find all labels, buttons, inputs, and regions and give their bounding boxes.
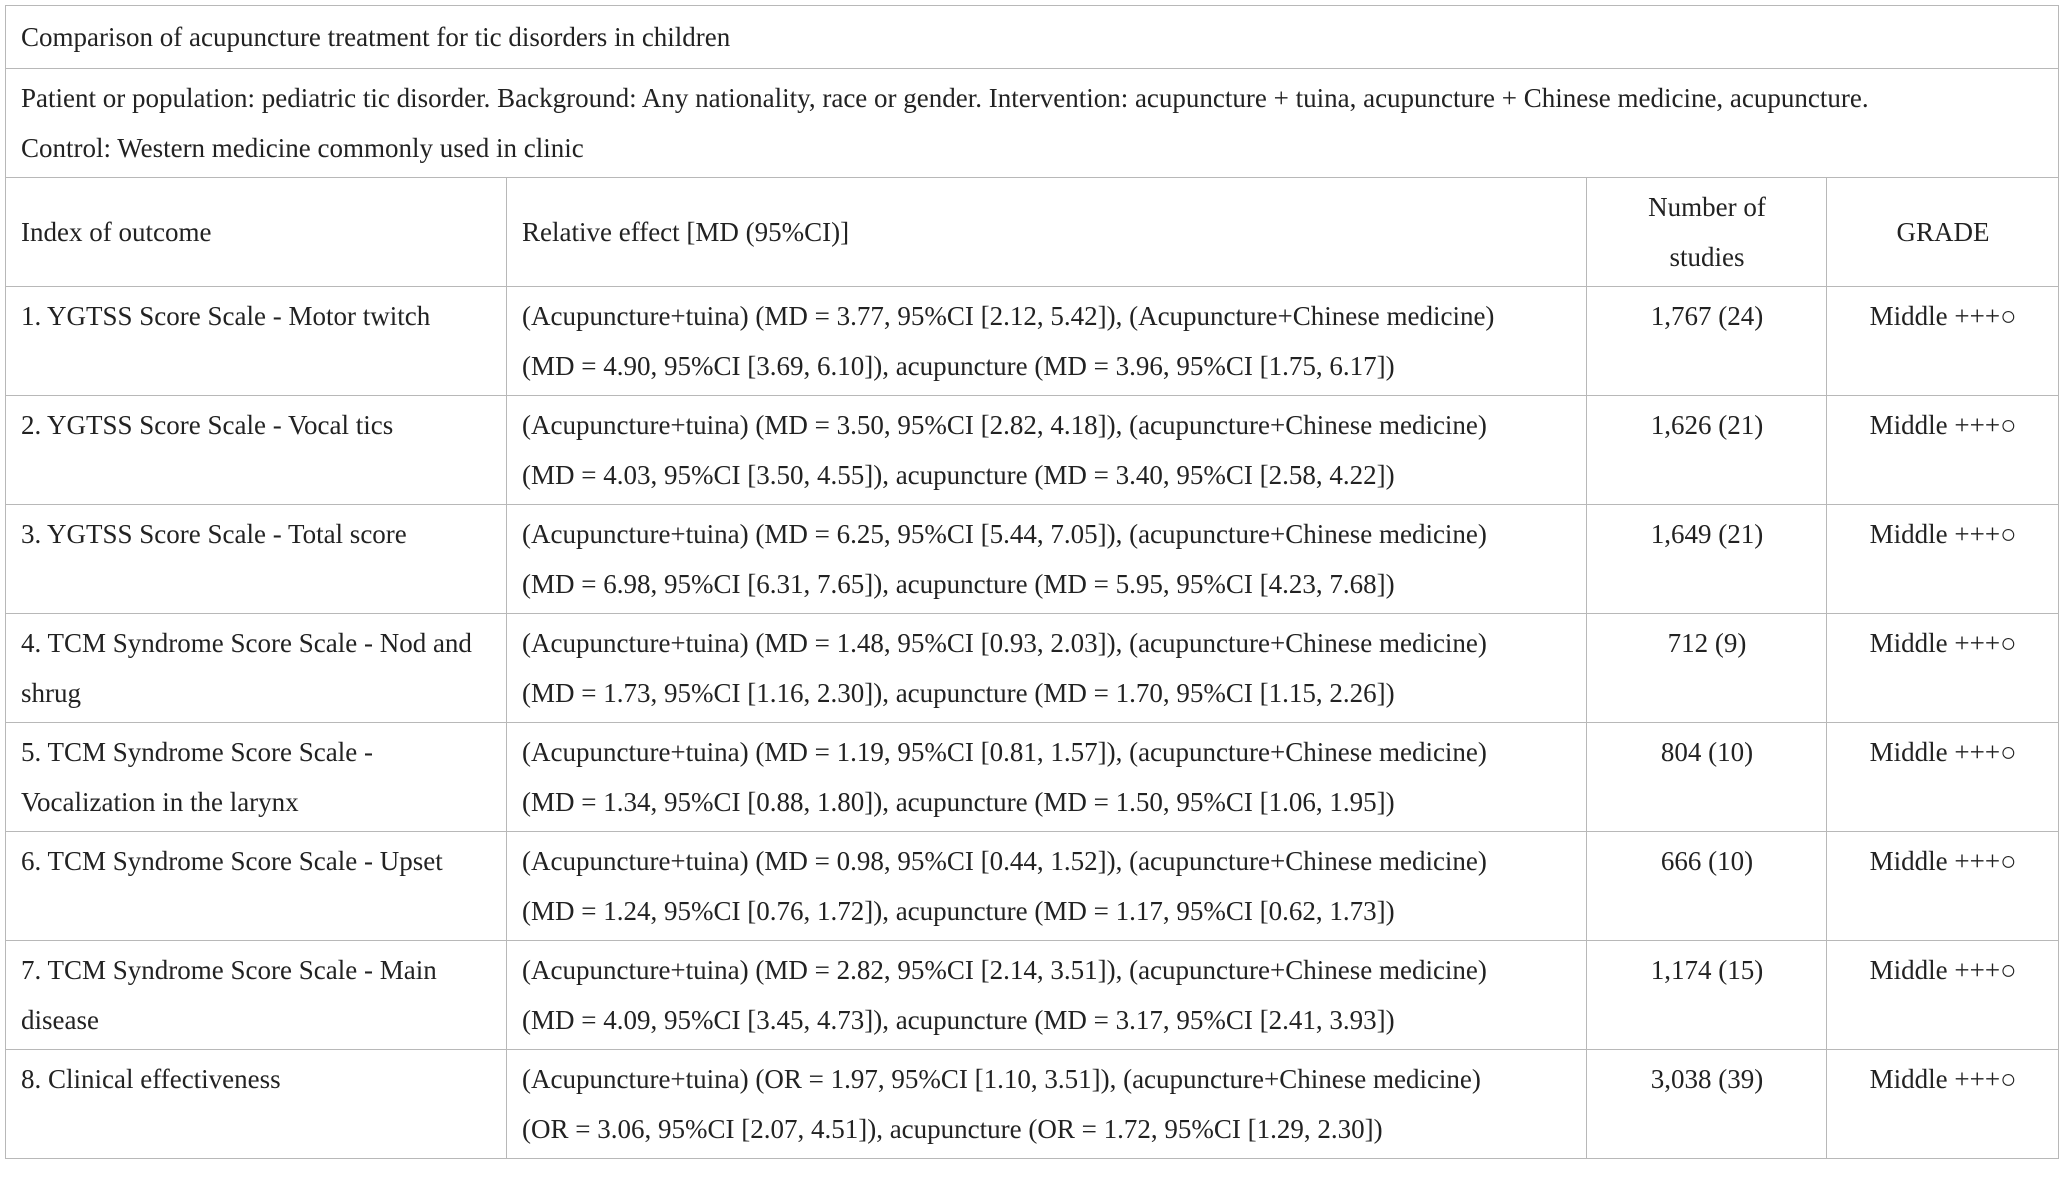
effect-line: (Acupuncture+tuina) (MD = 0.98, 95%CI [0.44, 1.52]), (acupuncture+Chinese medicine) [522,846,1487,876]
relative-effect-cell [507,614,1587,723]
header-grade: GRADE [1827,178,2059,287]
outcome-cell: 2. YGTSS Score Scale - Vocal tics [6,396,507,505]
outcome-cell: 3. YGTSS Score Scale - Total score [6,505,507,614]
grade-cell: Middle +++○ [1827,396,2059,505]
outcome-cell: 5. TCM Syndrome Score Scale - Vocalization in the larynx [6,723,507,832]
effect-line: (Acupuncture+tuina) (MD = 1.19, 95%CI [0.81, 1.57]), (acupuncture+Chinese medicine) [522,737,1487,767]
effect-line: (Acupuncture+tuina) (MD = 6.25, 95%CI [5.44, 7.05]), (acupuncture+Chinese medicine) [522,519,1487,549]
effect-line: (Acupuncture+tuina) (MD = 3.77, 95%CI [2.12, 5.42]), (Acupuncture+Chinese medicine) [522,301,1495,331]
number-of-studies-cell: 804 (10) [1587,723,1827,832]
effect-line: (Acupuncture+tuina) (OR = 1.97, 95%CI [1.10, 3.51]), (acupuncture+Chinese medicine) [522,1064,1481,1094]
number-of-studies-cell: 1,626 (21) [1587,396,1827,505]
population-row [6,69,2059,178]
table-row [6,396,2059,505]
grade-cell: Middle +++○ [1827,832,2059,941]
grade-cell: Middle +++○ [1827,614,2059,723]
effect-line: (MD = 4.03, 95%CI [3.50, 4.55]), acupuncture (MD = 3.40, 95%CI [2.58, 4.22]) [522,460,1395,490]
effect-line: (MD = 1.34, 95%CI [0.88, 1.80]), acupuncture (MD = 1.50, 95%CI [1.06, 1.95]) [522,787,1395,817]
relative-effect-cell [507,723,1587,832]
relative-effect-cell [507,832,1587,941]
grade-cell: Middle +++○ [1827,505,2059,614]
table-row [6,1050,2059,1159]
effect-line: (OR = 3.06, 95%CI [2.07, 4.51]), acupuncture (OR = 1.72, 95%CI [1.29, 2.30]) [522,1114,1383,1144]
evidence-table-container [5,5,2058,1159]
effect-line: (Acupuncture+tuina) (MD = 3.50, 95%CI [2.82, 4.18]), (acupuncture+Chinese medicine) [522,410,1487,440]
effect-line: (MD = 4.09, 95%CI [3.45, 4.73]), acupuncture (MD = 3.17, 95%CI [2.41, 3.93]) [522,1005,1395,1035]
header-outcome: Index of outcome [6,178,507,287]
table-caption: Comparison of acupuncture treatment for tic disorders in children [6,6,2059,69]
grade-cell: Middle +++○ [1827,723,2059,832]
header-relative-effect: Relative effect [MD (95%CI)] [507,178,1587,287]
relative-effect-cell [507,1050,1587,1159]
number-of-studies-cell: 1,174 (15) [1587,941,1827,1050]
relative-effect-cell [507,287,1587,396]
number-of-studies-cell: 666 (10) [1587,832,1827,941]
header-number-of-studies [1587,178,1827,287]
caption-row [6,6,2059,69]
grade-cell: Middle +++○ [1827,941,2059,1050]
table-row [6,941,2059,1050]
effect-line: (MD = 4.90, 95%CI [3.69, 6.10]), acupuncture (MD = 3.96, 95%CI [1.75, 6.17]) [522,351,1395,381]
outcome-cell: 6. TCM Syndrome Score Scale - Upset [6,832,507,941]
relative-effect-cell [507,396,1587,505]
table-row [6,723,2059,832]
effect-line: (MD = 1.73, 95%CI [1.16, 2.30]), acupuncture (MD = 1.70, 95%CI [1.15, 2.26]) [522,678,1395,708]
number-of-studies-cell: 3,038 (39) [1587,1050,1827,1159]
effect-line: (MD = 6.98, 95%CI [6.31, 7.65]), acupuncture (MD = 5.95, 95%CI [4.23, 7.68]) [522,569,1395,599]
relative-effect-cell [507,941,1587,1050]
grade-cell: Middle +++○ [1827,287,2059,396]
population-description [6,69,2059,178]
number-of-studies-cell: 1,767 (24) [1587,287,1827,396]
effect-line: (Acupuncture+tuina) (MD = 2.82, 95%CI [2.14, 3.51]), (acupuncture+Chinese medicine) [522,955,1487,985]
effect-line: (Acupuncture+tuina) (MD = 1.48, 95%CI [0.93, 2.03]), (acupuncture+Chinese medicine) [522,628,1487,658]
outcome-cell: 4. TCM Syndrome Score Scale - Nod and shrug [6,614,507,723]
table-row [6,505,2059,614]
number-of-studies-cell: 1,649 (21) [1587,505,1827,614]
effect-line: (MD = 1.24, 95%CI [0.76, 1.72]), acupuncture (MD = 1.17, 95%CI [0.62, 1.73]) [522,896,1395,926]
header-studies-line1: Number of [1648,192,1766,222]
header-row [6,178,2059,287]
grade-cell: Middle +++○ [1827,1050,2059,1159]
relative-effect-cell [507,505,1587,614]
table-row [6,832,2059,941]
evidence-summary-table [5,5,2059,1159]
outcome-cell: 8. Clinical effectiveness [6,1050,507,1159]
outcome-cell: 1. YGTSS Score Scale - Motor twitch [6,287,507,396]
header-studies-line2: studies [1669,242,1745,272]
number-of-studies-cell: 712 (9) [1587,614,1827,723]
outcome-cell: 7. TCM Syndrome Score Scale - Main disease [6,941,507,1050]
population-line: Patient or population: pediatric tic disorder. Background: Any nationality, race or gender. Intervention: acupuncture + tuina, acupuncture + Chinese medicine, acupuncture. [21,83,1869,113]
control-line: Control: Western medicine commonly used in clinic [21,133,584,163]
table-row [6,287,2059,396]
table-row [6,614,2059,723]
